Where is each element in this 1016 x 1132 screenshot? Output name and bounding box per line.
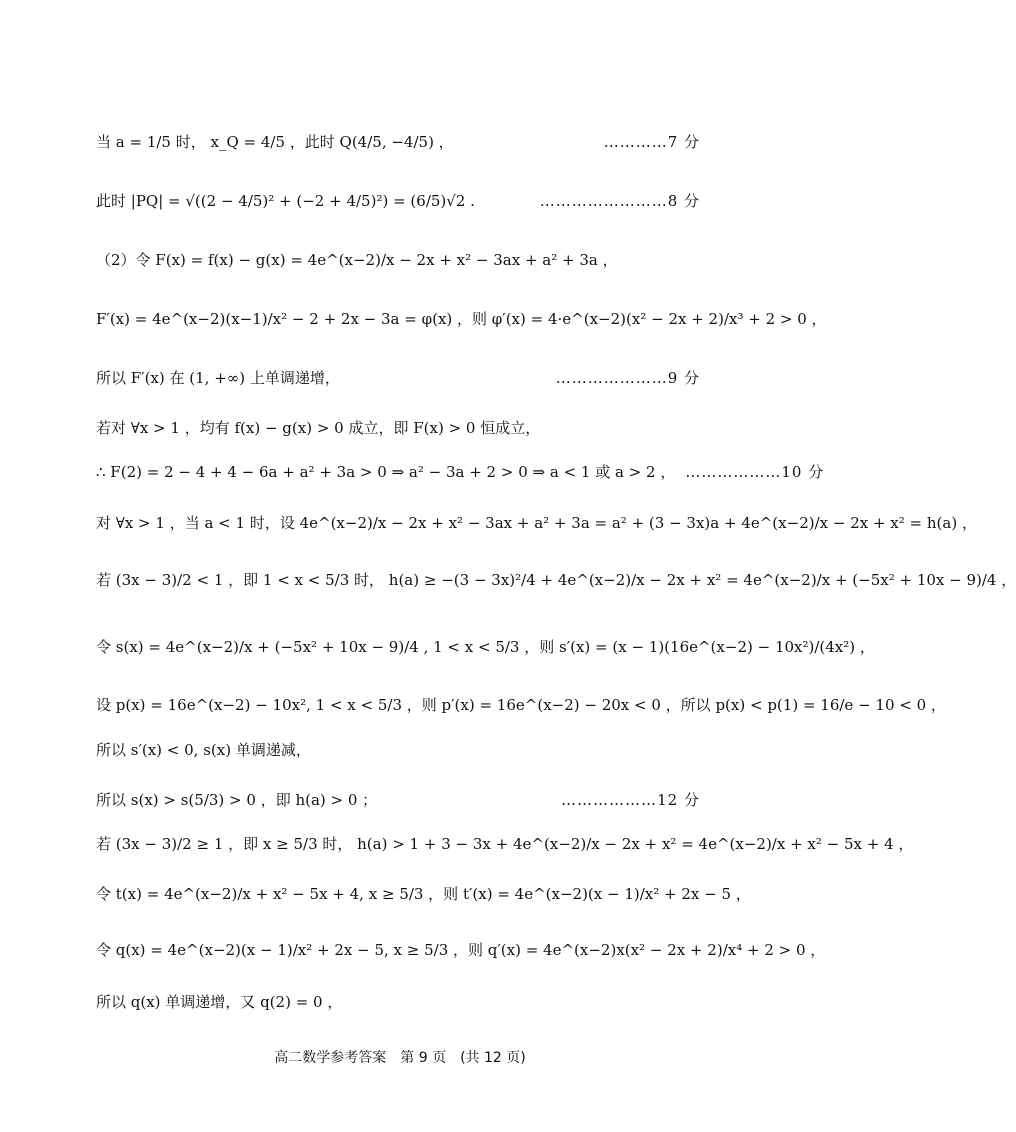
solution-line [96,309,827,329]
solution-line [96,637,875,657]
solution-text: F′(x) = 4e^(x−2)(x−1)/x² − 2 + 2x − 3a = φ(x) ，则 φ′(x) = 4·e^(x−2)(x² − 2x + 2)/x³ + 2 > 0 ， [96,310,827,328]
score-marker: ………………12 分 [561,791,700,809]
solution-text: 令 q(x) = 4e^(x−2)(x − 1)/x² + 2x − 5, x ≥ 5/3 ，则 q′(x) = 4e^(x−2)x(x² − 2x + 2)/x⁴ + 2 > 0 ， [96,941,826,959]
score-marker: …………7 分 [603,133,700,151]
solution-line [96,570,1016,590]
solution-text: 若 (3x − 3)/2 < 1 ，即 1 < x < 5/3 时， h(a) ≥ −(3 − 3x)²/4 + 4e^(x−2)/x − 2x + x² = 4e^(x−2)/x + (−5x² + 10x − 9)/4 ， [96,571,1016,589]
solution-line [96,740,700,760]
solution-line [96,191,700,211]
page-footer: 高二数学参考答案 第 9 页 (共 12 页) [274,1050,526,1066]
solution-line [96,940,826,960]
solution-text: 令 s(x) = 4e^(x−2)/x + (−5x² + 10x − 9)/4 , 1 < x < 5/3 ，则 s′(x) = (x − 1)(16e^(x−2) − 10x²)/(4x²) ， [96,638,875,656]
solution-line [96,513,977,533]
solution-line [96,992,700,1012]
solution-text: （2）令 F(x) = f(x) − g(x) = 4e^(x−2)/x − 2x + x² − 3ax + a² + 3a ， [96,251,618,269]
solution-line [96,695,946,715]
solution-text: 所以 s(x) > s(5/3) > 0 ，即 h(a) > 0 ； [96,791,378,809]
solution-line [96,834,914,854]
solution-text: 令 t(x) = 4e^(x−2)/x + x² − 5x + 4, x ≥ 5/3 ，则 t′(x) = 4e^(x−2)(x − 1)/x² + 2x − 5 ， [96,885,751,903]
score-marker: ……………………8 分 [539,192,700,210]
solution-line [96,462,825,482]
solution-line [96,884,751,904]
solution-text: 若 (3x − 3)/2 ≥ 1 ，即 x ≥ 5/3 时， h(a) > 1 + 3 − 3x + 4e^(x−2)/x − 2x + x² = 4e^(x−2)/x + x² − 5x + 4 ， [96,835,914,853]
solution-text: 所以 F′(x) 在 (1, +∞) 上单调递增， [96,369,340,387]
solution-text: 设 p(x) = 16e^(x−2) − 10x², 1 < x < 5/3 ，则 p′(x) = 16e^(x−2) − 20x < 0 ，所以 p(x) < p(1) = 16/e − 10 < 0 ， [96,696,946,714]
solution-text: 当 a = 1/5 时， x_Q = 4/5 ，此时 Q(4/5, −4/5) ， [96,133,454,151]
solution-line [96,368,700,388]
score-marker: ………………10 分 [685,463,825,481]
solution-line [96,250,700,270]
solution-text: 对 ∀x > 1 ，当 a < 1 时，设 4e^(x−2)/x − 2x + x² − 3ax + a² + 3a = a² + (3 − 3x)a + 4e^(x−2)/x − 2x + x² = h(a) ， [96,514,977,532]
solution-line [96,132,700,152]
solution-text: 此时 |PQ| = √((2 − 4/5)² + (−2 + 4/5)²) = (6/5)√2 . [96,192,475,210]
solution-text: 所以 s′(x) < 0, s(x) 单调递减， [96,741,311,759]
solution-line [96,418,700,438]
solution-text: 所以 q(x) 单调递增，又 q(2) = 0 ， [96,993,343,1011]
score-marker: …………………9 分 [555,369,700,387]
solution-line [96,790,700,810]
solution-text: 若对 ∀x > 1 ，均有 f(x) − g(x) > 0 成立，即 F(x) > 0 恒成立， [96,419,541,437]
solution-text: ∴ F(2) = 2 − 4 + 4 − 6a + a² + 3a > 0 ⇒ a² − 3a + 2 > 0 ⇒ a < 1 或 a > 2 ， [96,463,676,481]
